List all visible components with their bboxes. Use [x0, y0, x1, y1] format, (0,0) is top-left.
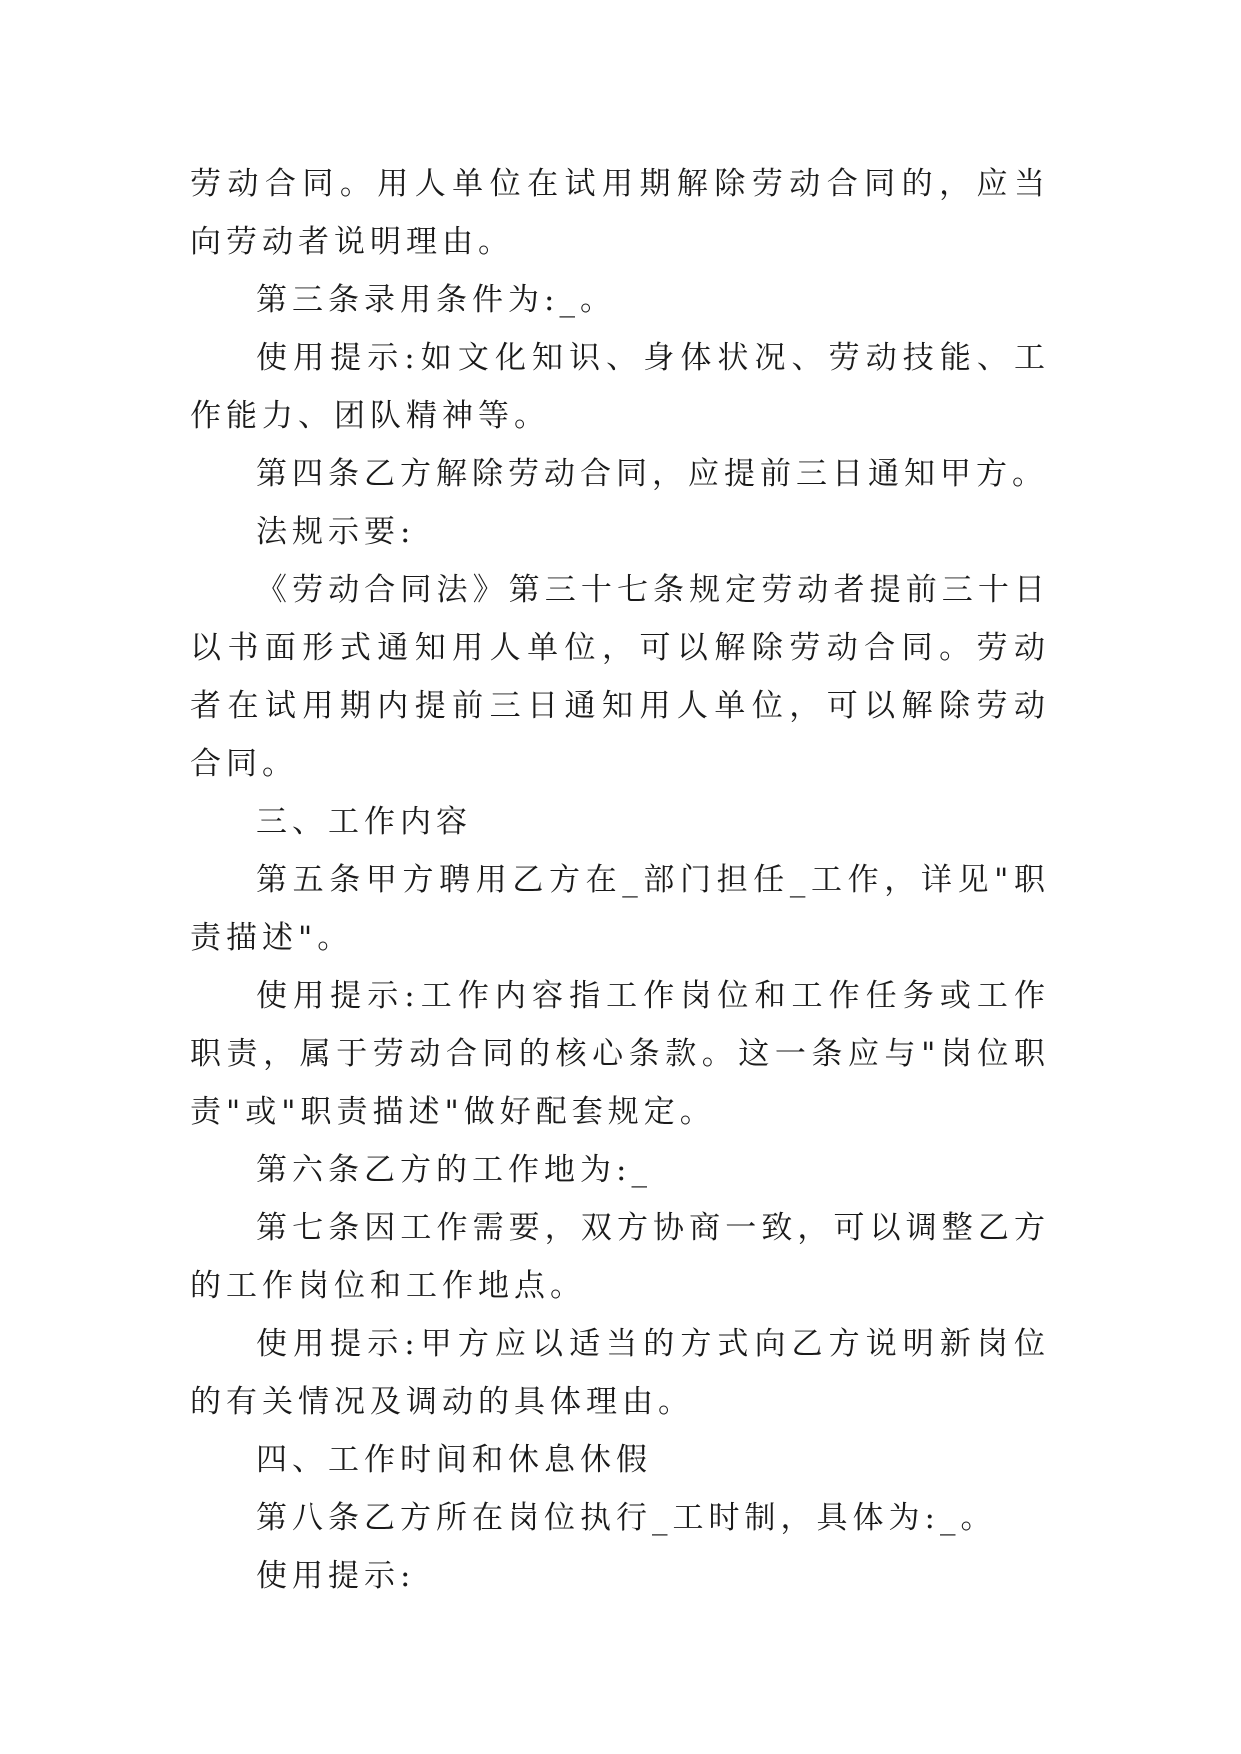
paragraph-article-4: 第四条乙方解除劳动合同，应提前三日通知甲方。: [256, 456, 1048, 492]
paragraph-article-8: 第八条乙方所在岗位执行_工时制，具体为:_。: [256, 1500, 997, 1536]
paragraph-usage-tip-1: 使用提示:如文化知识、身体状况、劳动技能、工作能力、团队精神等。: [190, 340, 1050, 434]
paragraph-legal-note: 《劳动合同法》第三十七条规定劳动者提前三十日以书面形式通知用人单位，可以解除劳动合同。劳动者在试用期内提前三日通知用人单位，可以解除劳动合同。: [190, 572, 1050, 782]
section-heading-work-content: 三、工作内容: [256, 804, 472, 840]
paragraph-article-7: 第七条因工作需要，双方协商一致，可以调整乙方的工作岗位和工作地点。: [190, 1210, 1050, 1304]
section-heading-work-hours: 四、工作时间和休息休假: [256, 1442, 652, 1478]
paragraph-usage-tip-4: 使用提示:: [256, 1558, 416, 1594]
document-body: [190, 155, 1050, 1605]
paragraph-usage-tip-3: 使用提示:甲方应以适当的方式向乙方说明新岗位的有关情况及调动的具体理由。: [190, 1326, 1050, 1420]
paragraph-legal-note-heading: 法规示要:: [256, 514, 416, 550]
paragraph-contract-continuation: 劳动合同。用人单位在试用期解除劳动合同的，应当向劳动者说明理由。: [190, 166, 1050, 260]
paragraph-usage-tip-2: 使用提示:工作内容指工作岗位和工作任务或工作职责，属于劳动合同的核心条款。这一条应与"岗位职责"或"职责描述"做好配套规定。: [190, 978, 1050, 1130]
paragraph-article-5: 第五条甲方聘用乙方在_部门担任_工作，详见"职责描述"。: [190, 862, 1050, 956]
paragraph-article-3: 第三条录用条件为:_。: [256, 282, 616, 318]
paragraph-article-6: 第六条乙方的工作地为:_: [256, 1152, 652, 1188]
